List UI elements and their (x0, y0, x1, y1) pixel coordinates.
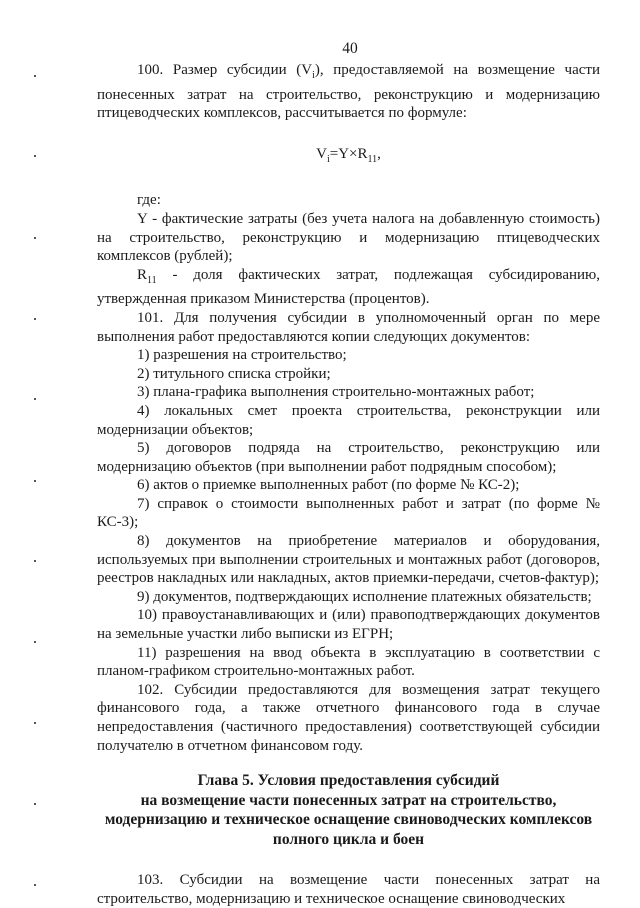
chapter-heading: Глава 5. Условия предоставления субсидий на возмещение части понесенных затрат на строительство, модернизацию и техническое оснащение свиноводческих комплексов полного цикла и боен (104, 772, 593, 848)
margin-mark (34, 75, 36, 77)
paragraph-102: 102. Субсидии предоставляются для возмещения затрат текущего финансового года, а также отчетного финансового года в случае непредоставления (частичного предоставления) соответствующей субсидии получателю в отчетном финансовом году. (97, 681, 600, 754)
margin-mark (34, 803, 36, 805)
doc-list-item: 2) титульного списка стройки; (137, 365, 331, 382)
doc-list-item: 7) справок о стоимости выполненных работ и затрат (по форме № КС-3); (97, 495, 600, 531)
doc-list-item: 9) документов, подтверждающих исполнение платежных обязательств; (137, 588, 592, 605)
margin-mark (34, 318, 36, 320)
doc-list-item: 10) правоустанавливающих и (или) правоподтверждающих документов на земельные участки либо выписки из ЕГРН; (97, 607, 600, 643)
paragraph-100: 100. Размер субсидии $(V_i)$, предоставляемой на возмещение части понесенных затрат на строительство, реконструкцию и модернизацию птицеводческих комплексов, рассчитывается по формуле: (97, 62, 600, 122)
margin-mark (34, 560, 36, 562)
doc-list-item: 5) договоров подряда на строительство, реконструкцию или модернизацию объектов (при выполнении работ подрядным способом); (97, 440, 600, 475)
margin-mark (34, 641, 36, 643)
paragraph-101: 101. Для получения субсидии в уполномоченный орган по мере выполнения работ предоставляются копии следующих документов: (97, 309, 600, 345)
margin-mark (34, 155, 36, 157)
margin-mark (34, 480, 36, 482)
paragraph-103: 103. Субсидии на возмещение части понесенных затрат на строительство, модернизацию и техническое оснащение свиноводческих (97, 872, 600, 907)
doc-list-item: 3) плана-графика выполнения строительно-монтажных работ; (137, 384, 535, 401)
page-number: 40 (342, 40, 358, 57)
margin-mark (34, 398, 36, 400)
doc-list-item: 6) актов о приемке выполненных работ (по форме № КС-2); (137, 477, 520, 494)
doc-list-item: 11) разрешения на ввод объекта в эксплуатацию в соответствии с планом-графиком строительно-монтажных работ. (97, 644, 600, 680)
where-label: где: (137, 192, 161, 209)
definition-r: $R_{11}$ - доля фактических затрат, подлежащая субсидированию, утвержденная приказом Министерства (процентов). (97, 266, 600, 308)
doc-list-item: 4) локальных смет проекта строительства, реконструкции или модернизации объектов; (97, 402, 600, 438)
definition-y: Y - фактические затраты (без учета налога на добавленную стоимость) на строительство, реконструкцию и модернизацию птицеводческих комплексов (рублей); (97, 210, 600, 265)
doc-list-item: 1) разрешения на строительство; (137, 347, 347, 364)
margin-mark (34, 722, 36, 724)
doc-list-item: 8) документов на приобретение материалов и оборудования, используемых при выполнении строительных и монтажных работ (договоров, реестров накладных или накладных, актов приемки-передачи, счетов-фактур); (97, 533, 600, 587)
document-body (97, 61, 600, 908)
margin-mark (34, 884, 36, 886)
formula: $V_i=Y\times R_{11}$, (316, 145, 381, 165)
margin-mark (34, 237, 36, 239)
